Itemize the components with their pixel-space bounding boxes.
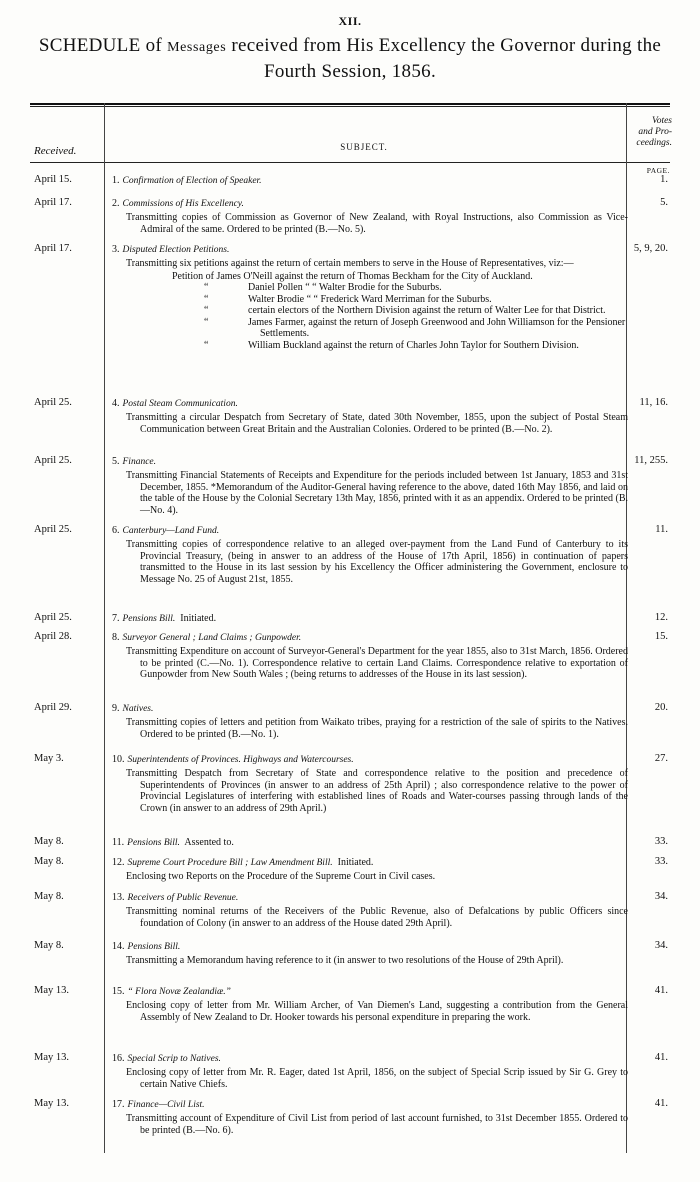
entry-subject bbox=[112, 940, 628, 967]
entry-body: Transmitting account of Expenditure of Civil List from period of last account furnished, to 31st December 1855. Ordered to be printed (B.—No. 6). bbox=[126, 1113, 628, 1136]
entry-subject bbox=[112, 753, 628, 814]
entry-page: 12. bbox=[654, 612, 668, 623]
ditto-mark: “ bbox=[204, 316, 209, 328]
petition-intro: Petition of James O'Neill against the return of Thomas Beckham for the City of Auckland. bbox=[172, 270, 533, 282]
entry-date: May 8. bbox=[34, 940, 64, 951]
entry-body: Enclosing copy of letter from Mr. R. Eager, dated 1st April, 1856, on the subject of Special Scrip issued by Sir G. Grey to certain Native Chiefs. bbox=[126, 1067, 628, 1090]
entry-page: 41. bbox=[654, 985, 668, 996]
entry-note: Assented to. bbox=[184, 837, 234, 848]
entry-number: 11. bbox=[112, 837, 125, 848]
entry-date: April 25. bbox=[34, 524, 72, 535]
entry-number: 7. bbox=[112, 613, 120, 624]
entry-heading: Finance. bbox=[122, 457, 157, 467]
ditto-mark: “ bbox=[204, 293, 209, 305]
entry-heading: Pensions Bill. bbox=[122, 614, 176, 624]
entry-page: 33. bbox=[654, 856, 668, 867]
entry-date: April 25. bbox=[34, 455, 72, 466]
entry-number: 1. bbox=[112, 175, 120, 186]
entry-heading: Superintendents of Provinces. Highways and Watercourses. bbox=[127, 755, 354, 765]
entry-subject bbox=[112, 1052, 628, 1090]
entry-subject bbox=[112, 397, 628, 435]
entry-date: May 3. bbox=[34, 753, 64, 764]
entry-heading: Pensions Bill. bbox=[127, 942, 181, 952]
entry-number: 9. bbox=[112, 703, 120, 714]
top-rule bbox=[30, 103, 670, 105]
entry-page: 5, 9, 20. bbox=[633, 243, 668, 254]
entry-subject bbox=[112, 631, 628, 681]
top-rule-thin bbox=[30, 106, 670, 107]
entry-number: 10. bbox=[112, 754, 125, 765]
entry-number: 2. bbox=[112, 198, 120, 209]
entry-heading: Commissions of His Excellency. bbox=[122, 199, 244, 209]
entry-date: May 13. bbox=[34, 1052, 69, 1063]
entry-number: 3. bbox=[112, 244, 120, 255]
entry-body: Transmitting Expenditure on account of Surveyor-General's Department for the year 1855, also to 31st March, 1856. Ordered to be printed (C.—No. 1). Correspondence relative to certain Land Claims. Correspondence relative to exportation of Gunpowder from New South Wales ; (being returns to addresses of the House in its last session). bbox=[126, 646, 628, 680]
header-subject: SUBJECT. bbox=[340, 142, 388, 152]
header-votes-line2: and Pro- bbox=[638, 127, 672, 137]
entry-number: 17. bbox=[112, 1099, 125, 1110]
entry-date: April 25. bbox=[34, 397, 72, 408]
entry-subject bbox=[112, 197, 628, 235]
entry-page: 34. bbox=[654, 940, 668, 951]
entry-heading: Surveyor General ; Land Claims ; Gunpowder. bbox=[122, 633, 302, 643]
header-rule bbox=[30, 162, 670, 163]
entry-date: April 29. bbox=[34, 702, 72, 713]
entry-date: May 8. bbox=[34, 836, 64, 847]
title-word-of: of bbox=[145, 35, 162, 56]
entry-page: 20. bbox=[654, 702, 668, 713]
entry-subject bbox=[112, 455, 628, 516]
entry-heading: Disputed Election Petitions. bbox=[122, 245, 230, 255]
entry-note: Initiated. bbox=[180, 613, 217, 624]
title-word-schedule: SCHEDULE bbox=[38, 35, 141, 56]
entry-heading: Special Scrip to Natives. bbox=[127, 1054, 221, 1064]
entry-date: April 15. bbox=[34, 174, 72, 185]
entry-heading: Receivers of Public Revenue. bbox=[127, 893, 239, 903]
entry-number: 8. bbox=[112, 632, 120, 643]
entry-body: Transmitting six petitions against the return of certain members to serve in the House of Representatives, viz:— bbox=[126, 258, 574, 269]
entry-date: May 13. bbox=[34, 1098, 69, 1109]
entry-heading: Pensions Bill. bbox=[127, 838, 180, 848]
ditto-mark: “ bbox=[204, 305, 209, 316]
entry-subject bbox=[112, 174, 628, 188]
entry-page: 33. bbox=[654, 836, 668, 847]
header-votes-line1: Votes bbox=[651, 116, 672, 126]
entry-page: 5. bbox=[660, 197, 668, 208]
entry-heading: Supreme Court Procedure Bill ; Law Amendment Bill. bbox=[127, 858, 333, 868]
header-received: Received. bbox=[34, 145, 77, 157]
petition-item bbox=[112, 340, 628, 352]
entry-subject bbox=[112, 1098, 628, 1136]
petition-item bbox=[112, 282, 628, 294]
ditto-mark: “ bbox=[204, 339, 209, 351]
entry-page: 11, 16. bbox=[639, 397, 668, 408]
entry-page: 41. bbox=[654, 1098, 668, 1109]
entry-number: 6. bbox=[112, 525, 120, 536]
entry-number: 15. bbox=[112, 986, 125, 997]
entry-date: April 17. bbox=[34, 243, 72, 254]
entry-body: Transmitting copies of correspondence relative to an alleged over-payment from the Land Fund of Canterbury to its Provincial Treasury, (being in answer to an address of the House of 17th April, 1856) in continuation of papers transmitted to the House in its last session by his Excellency the Officer administering the Government, enclosure to Message No. 25 of August 21st, 1855. bbox=[126, 539, 628, 585]
entry-subject bbox=[112, 702, 628, 740]
entry-page: 1. bbox=[660, 174, 668, 185]
entry-page: 15. bbox=[654, 631, 668, 642]
entry-page: 41. bbox=[654, 1052, 668, 1063]
ditto-mark: “ bbox=[204, 282, 209, 293]
header-votes bbox=[630, 116, 672, 149]
entry-body: Transmitting nominal returns of the Receivers of the Public Revenue, also of Defalcations by public Officers since foundation of Colony (in answer to an address of the House dated 29th April). bbox=[126, 906, 628, 929]
entry-heading: Finance—Civil List. bbox=[127, 1100, 205, 1110]
petition-item bbox=[112, 294, 628, 306]
entry-page: 11. bbox=[655, 524, 668, 535]
entry-heading: “ Flora Novæ Zealandiæ.” bbox=[127, 987, 231, 997]
petition-text: James Farmer, against the return of Joseph Greenwood and John Williamson for the Pensioner Settlements. bbox=[248, 316, 626, 339]
entry-date: April 28. bbox=[34, 631, 72, 642]
entry-body: Transmitting copies of Commission as Governor of New Zealand, with Royal Instructions, also Commission as Vice-Admiral of the same. Ordered to be printed (B.—No. 5). bbox=[126, 212, 628, 235]
page-title bbox=[30, 34, 670, 84]
petition-text: Walter Brodie “ “ Frederick Ward Merriman for the Suburbs. bbox=[248, 293, 492, 305]
header-page: PAGE. bbox=[646, 166, 670, 175]
title-word-messages: Messages bbox=[167, 40, 227, 55]
entry-body: Enclosing two Reports on the Procedure of the Supreme Court in Civil cases. bbox=[126, 871, 436, 882]
entry-heading: Postal Steam Communication. bbox=[122, 399, 238, 409]
entry-page: 34. bbox=[654, 891, 668, 902]
petition-text: Daniel Pollen “ “ Walter Brodie for the Suburbs. bbox=[248, 282, 442, 293]
entry-subject bbox=[112, 243, 628, 351]
entry-date: May 8. bbox=[34, 891, 64, 902]
petition-text: William Buckland against the return of Charles John Taylor for Southern Division. bbox=[248, 339, 579, 351]
entry-subject bbox=[112, 836, 628, 850]
entry-subject bbox=[112, 891, 628, 929]
entry-number: 14. bbox=[112, 941, 125, 952]
entry-subject bbox=[112, 524, 628, 585]
petition-text: certain electors of the Northern Division against the return of Walter Lee for that District. bbox=[248, 305, 606, 316]
title-line2: Fourth Session, 1856. bbox=[263, 61, 437, 82]
entry-body: Transmitting Financial Statements of Receipts and Expenditure for the periods included between 1st January, 1853 and 31st December, 1855. *Memorandum of the Auditor-General having reference to the above, dated 16th May 1856, and laid on the table of the House by the Colonial Secretary 13th May, 1856, printed with it as an appendix. Ordered to be printed (B.—No. 4). bbox=[126, 470, 628, 516]
page-number: XII. bbox=[338, 14, 362, 28]
entry-number: 13. bbox=[112, 892, 125, 903]
entry-body: Enclosing copy of letter from Mr. William Archer, of Van Diemen's Land, suggesting a contribution from the General Assembly of New Zealand to Dr. Hooker towards his personal expenditure in preparing the work. bbox=[126, 1000, 628, 1023]
entry-heading: Confirmation of Election of Speaker. bbox=[122, 176, 262, 186]
entry-body: Transmitting Despatch from Secretary of State and correspondence relative to the position and precedence of Superintendents of Provinces (in answer to an address of 25th April) ; also correspondence relative to the power of Provincial Legislatures of interfering with established lines of Roads and Water-courses passing through lands of the Crown (in answer to an address of 29th April.) bbox=[126, 768, 628, 814]
entry-number: 12. bbox=[112, 857, 125, 868]
entry-subject bbox=[112, 856, 628, 883]
entry-subject bbox=[112, 612, 628, 626]
entry-number: 5. bbox=[112, 456, 120, 467]
entry-subject bbox=[112, 985, 628, 1023]
entry-page: 11, 255. bbox=[634, 455, 668, 466]
entry-number: 4. bbox=[112, 398, 120, 409]
entry-body: Transmitting a Memorandum having reference to it (in answer to two resolutions of the House of 29th April). bbox=[126, 955, 564, 966]
entry-page: 27. bbox=[654, 753, 668, 764]
entry-date: April 17. bbox=[34, 197, 72, 208]
title-line1-rest: received from His Excellency the Governor during the bbox=[231, 35, 662, 56]
entry-note: Initiated. bbox=[337, 857, 374, 868]
petition-item bbox=[112, 305, 628, 317]
entry-body: Transmitting copies of letters and petition from Waikato tribes, praying for a restriction of the sale of spirits to the Natives. Ordered to be printed (B.—No. 1). bbox=[126, 717, 628, 740]
entry-date: April 25. bbox=[34, 612, 72, 623]
entry-heading: Canterbury—Land Fund. bbox=[122, 526, 220, 536]
entry-number: 16. bbox=[112, 1053, 125, 1064]
petition-item bbox=[112, 317, 628, 340]
entry-date: May 13. bbox=[34, 985, 69, 996]
entry-date: May 8. bbox=[34, 856, 64, 867]
column-divider-left bbox=[104, 103, 105, 1153]
entry-body: Transmitting a circular Despatch from Secretary of State, dated 30th November, 1855, upon the subject of Postal Steam Communication between Great Britain and the Australian Colonies. Ordered to be printed (B.—No. 2). bbox=[126, 412, 628, 435]
entry-heading: Natives. bbox=[122, 704, 154, 714]
header-votes-line3: ceedings. bbox=[636, 138, 672, 148]
